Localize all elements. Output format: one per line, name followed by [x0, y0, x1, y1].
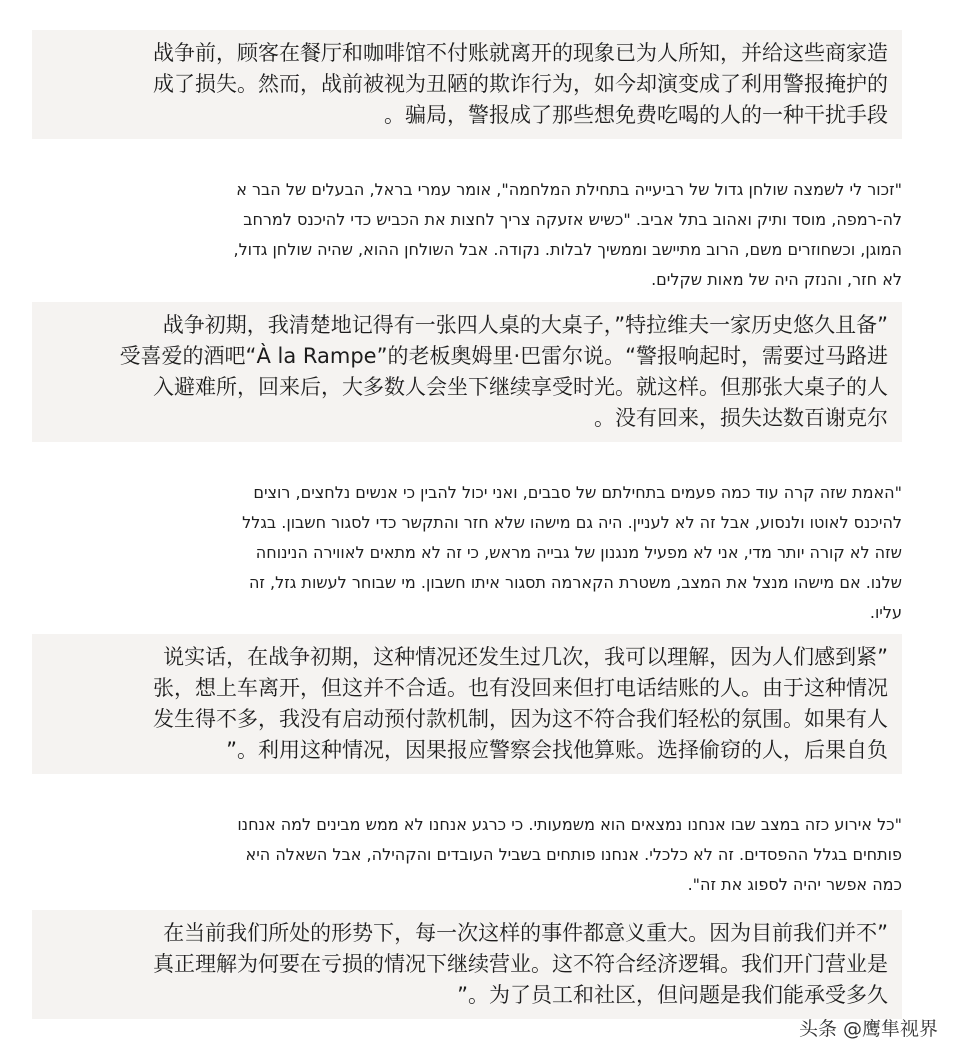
text-line: "זכור לי לשמצה שולחן גדול של רביעייה בתחילת המלחמה", אומר עמרי בראל, הבעלים של הבר א [236, 180, 902, 199]
text-line: כמה אפשר יהיה לספוג את זה". [687, 875, 902, 894]
chinese-paragraph-1 [32, 30, 902, 139]
chinese-paragraph-2 [32, 302, 902, 442]
hebrew-paragraph-1 [40, 175, 906, 295]
watermark [799, 1014, 938, 1041]
text-line: 。骗局，警报成了那些想免费吃喝的人的一种干扰手段 [384, 103, 888, 127]
text-line: 战争初期，我清楚地记得有一张四人桌的大桌子，”特拉维夫一家历史悠久且备” [162, 313, 888, 337]
text-line: 在当前我们所处的形势下，每一次这样的事件都意义重大。因为目前我们并不” [163, 921, 888, 945]
text-line: 张，想上车离开，但这并不合适。也有没回来但打电话结账的人。由于这种情况 [153, 676, 888, 700]
text-line: 。没有回来，损失达数百谢克尔 [594, 406, 888, 430]
text-line: ”。利用这种情况，因果报应警察会找他算账。选择偷窃的人，后果自负 [226, 738, 888, 762]
text-line: 发生得不多，我没有启动预付款机制，因为这不符合我们轻松的氛围。如果有人 [153, 707, 888, 731]
chinese-paragraph-4 [32, 910, 902, 1019]
text-line: לה-רמפה, מוסד ותיק ואהוב בתל אביב. "כשיש אזעקה צריך לחצות את הכביש כדי להיכנס למרחב [243, 210, 902, 229]
text-line: 真正理解为何要在亏损的情况下继续营业。这不符合经济逻辑。我们开门营业是 [153, 952, 888, 976]
text-line: 战争前，顾客在餐厅和咖啡馆不付账就离开的现象已为人所知，并给这些商家造 [153, 41, 888, 65]
text-line: להיכנס לאוטו ולנסוע, אבל זה לא לעניין. היה גם מישהו שלא חזר והתקשר כדי לסגור חשבון. בגלל [242, 513, 902, 532]
watermark-text: 头条 @鹰隼视界 [798, 1018, 938, 1040]
text-line: "האמת שזה קרה עוד כמה פעמים בתחילתם של סבבים, ואני יכול להבין כי אנשים נלחצים, רוצים [253, 483, 902, 502]
text-line: פותחים בגלל ההפסדים. זה לא כלכלי. אנחנו פותחים בשביל העובדים והקהילה, אבל השאלה היא [245, 845, 902, 864]
text-line: 说实话，在战争初期，这种情况还发生过几次，我可以理解，因为人们感到紧” [163, 645, 888, 669]
text-line: שזה לא קורה יותר מדי, אני לא מפעיל מנגנון של גבייה מראש, כי זה לא מתאים לאווירה הנינוחה [255, 543, 902, 562]
text-line: 成了损失。然而，战前被视为丑陋的欺诈行为，如今却演变成了利用警报掩护的 [153, 72, 888, 96]
text-line: 受喜爱的酒吧“À la Rampe”的老板奥姆里·巴雷尔说。“警报响起时，需要过马路进 [119, 344, 888, 368]
text-line: לא חזר, והנזק היה של מאות שקלים. [651, 270, 902, 289]
text-line: עליו. [869, 603, 902, 622]
hebrew-paragraph-3 [40, 810, 906, 900]
text-line: "כל אירוע כזה במצב שבו אנחנו נמצאים הוא משמעותי. כי כרגע אנחנו לא ממש מבינים למה אנחנו [237, 815, 902, 834]
text-line: 入避难所，回来后，大多数人会坐下继续享受时光。就这样。但那张大桌子的人 [153, 375, 888, 399]
hebrew-paragraph-2 [40, 478, 906, 628]
chinese-paragraph-3 [32, 634, 902, 774]
text-line: המוגן, וכשחוזרים משם, הרוב מתיישב וממשיך לבלות. נקודה. אבל השולחן ההוא, שהיה שולחן גדול, [233, 240, 902, 259]
text-line: ”。为了员工和社区，但问题是我们能承受多久 [457, 983, 888, 1007]
text-line: שלנו. אם מישהו מנצל את המצב, משטרת הקארמה תסגור איתו חשבון. מי שבוחר לעשות גזל, זה [248, 573, 902, 592]
